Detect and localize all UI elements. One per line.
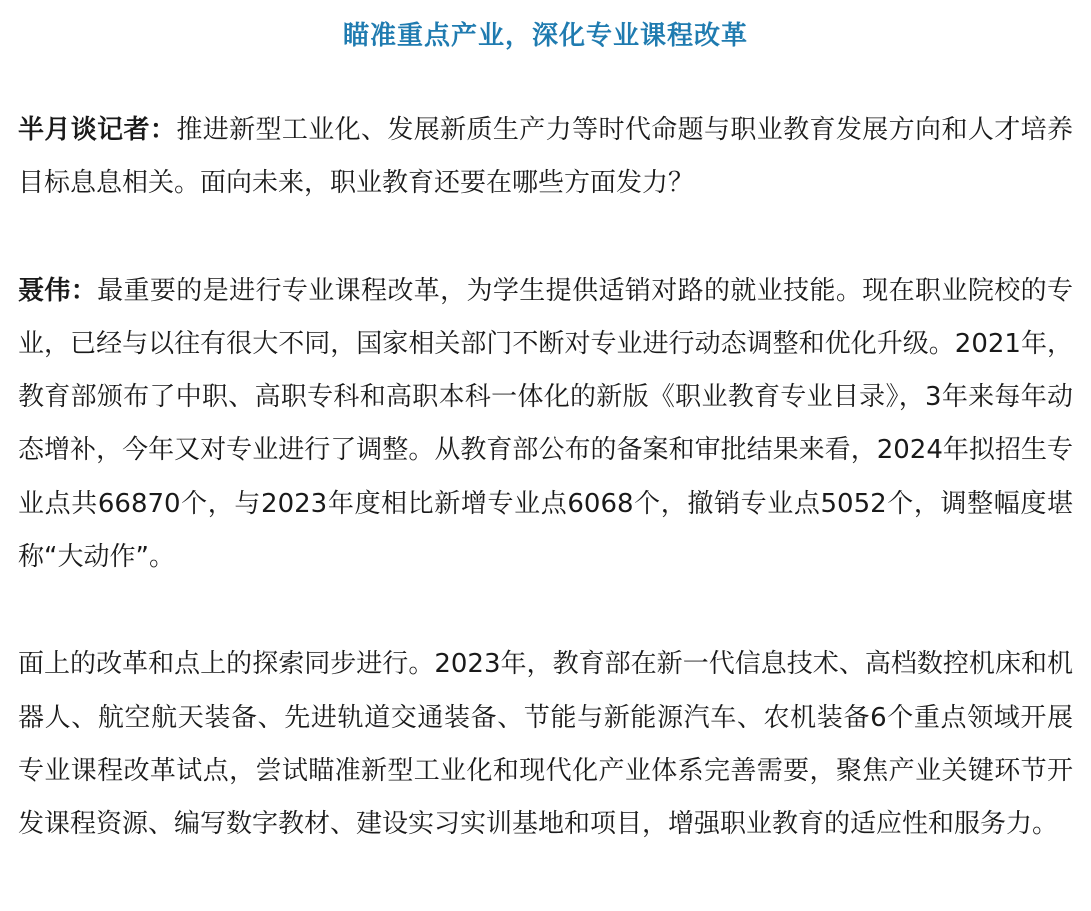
speaker-label: 半月谈记者： [18,115,177,145]
speaker-label: 聂伟： [18,275,98,306]
paragraph-text: 面上的改革和点上的探索同步进行。2023年，教育部在新一代信息技术、高档数控机床和机器人、航空航天装备、先进轨道交通装备、节能与新能源汽车、农机装备6个重点领域开展专业课程改革试点，尝试瞄准新型工业化和现代化产业体系完善需要，聚焦产业关键环节开发课程资源、编写数字教材、建设实习实训基地和项目，增强职业教育的适应性和服务力。 [18,649,1073,840]
paragraph-text: 最重要的是进行专业课程改革，为学生提供适销对路的就业技能。现在职业院校的专业，已经与以往有很大不同，国家相关部门不断对专业进行动态调整和优化升级。2021年，教育部颁布了中职、高职专科和高职本科一体化的新版《职业教育专业目录》，3年来每年动态增补，今年又对专业进行了调整。从教育部公布的备案和审批结果来看，2024年拟招生专业点共66870个，与2023年度相比新增专业点6068个，撤销专业点5052个，调整幅度堪称“大动作”。 [18,275,1073,573]
section-title: 瞄准重点产业，深化专业课程改革 [342,21,748,51]
paragraph-text: 推进新型工业化、发展新质生产力等时代命题与职业教育发展方向和人才培养目标息息相关。面向未来，职业教育还要在哪些方面发力？ [18,115,1073,199]
paragraph-question [18,104,1073,211]
paragraph-answer [18,265,1073,585]
paragraph-continuation [18,638,1073,851]
